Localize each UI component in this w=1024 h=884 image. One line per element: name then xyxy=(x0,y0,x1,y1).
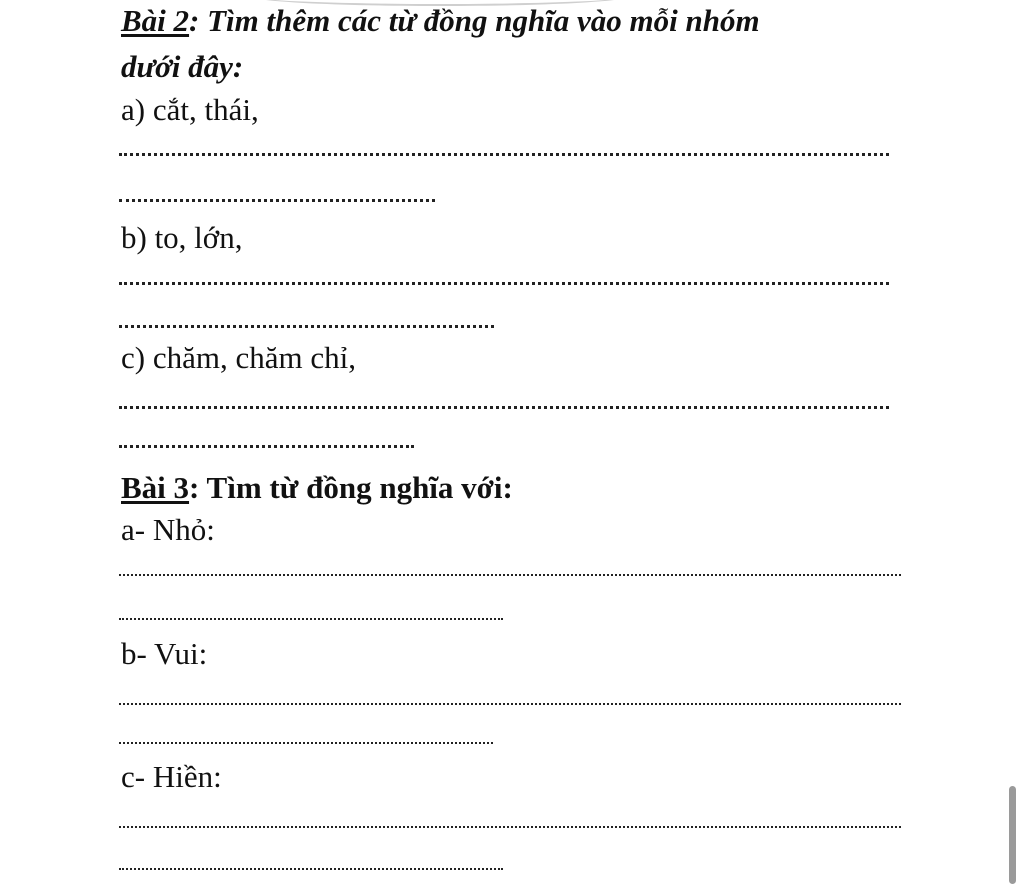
exercise-3-title: : Tìm từ đồng nghĩa với: xyxy=(189,470,513,505)
exercise-3-item-a: a- Nhỏ: xyxy=(121,512,215,547)
exercise-2-heading xyxy=(121,3,760,39)
exercise-3-label: Bài 3 xyxy=(121,470,190,505)
answer-line[interactable] xyxy=(119,325,494,328)
answer-line[interactable] xyxy=(119,868,503,870)
exercise-2-item-b: b) to, lớn, xyxy=(121,220,243,255)
answer-line[interactable] xyxy=(119,742,493,744)
answer-line[interactable] xyxy=(119,703,901,705)
exercise-3-heading xyxy=(121,470,513,506)
answer-line[interactable] xyxy=(119,282,889,285)
answer-line[interactable] xyxy=(119,826,901,828)
answer-line[interactable] xyxy=(119,618,503,620)
exercise-3-item-c: c- Hiền: xyxy=(121,759,222,794)
answer-line[interactable] xyxy=(119,574,901,576)
exercise-3-item-b: b- Vui: xyxy=(121,636,208,671)
exercise-2-title-line2: dưới đây: xyxy=(121,49,244,84)
answer-line[interactable] xyxy=(119,445,414,448)
answer-line[interactable] xyxy=(119,199,435,202)
vertical-scrollbar[interactable] xyxy=(1009,786,1016,884)
exercise-2-title: : Tìm thêm các từ đồng nghĩa vào mỗi nhóm xyxy=(189,3,760,38)
exercise-2-item-c: c) chăm, chăm chỉ, xyxy=(121,340,356,375)
exercise-2-label: Bài 2 xyxy=(121,3,190,38)
answer-line[interactable] xyxy=(119,153,889,156)
answer-line[interactable] xyxy=(119,406,889,409)
exercise-2-item-a: a) cắt, thái, xyxy=(121,92,259,127)
